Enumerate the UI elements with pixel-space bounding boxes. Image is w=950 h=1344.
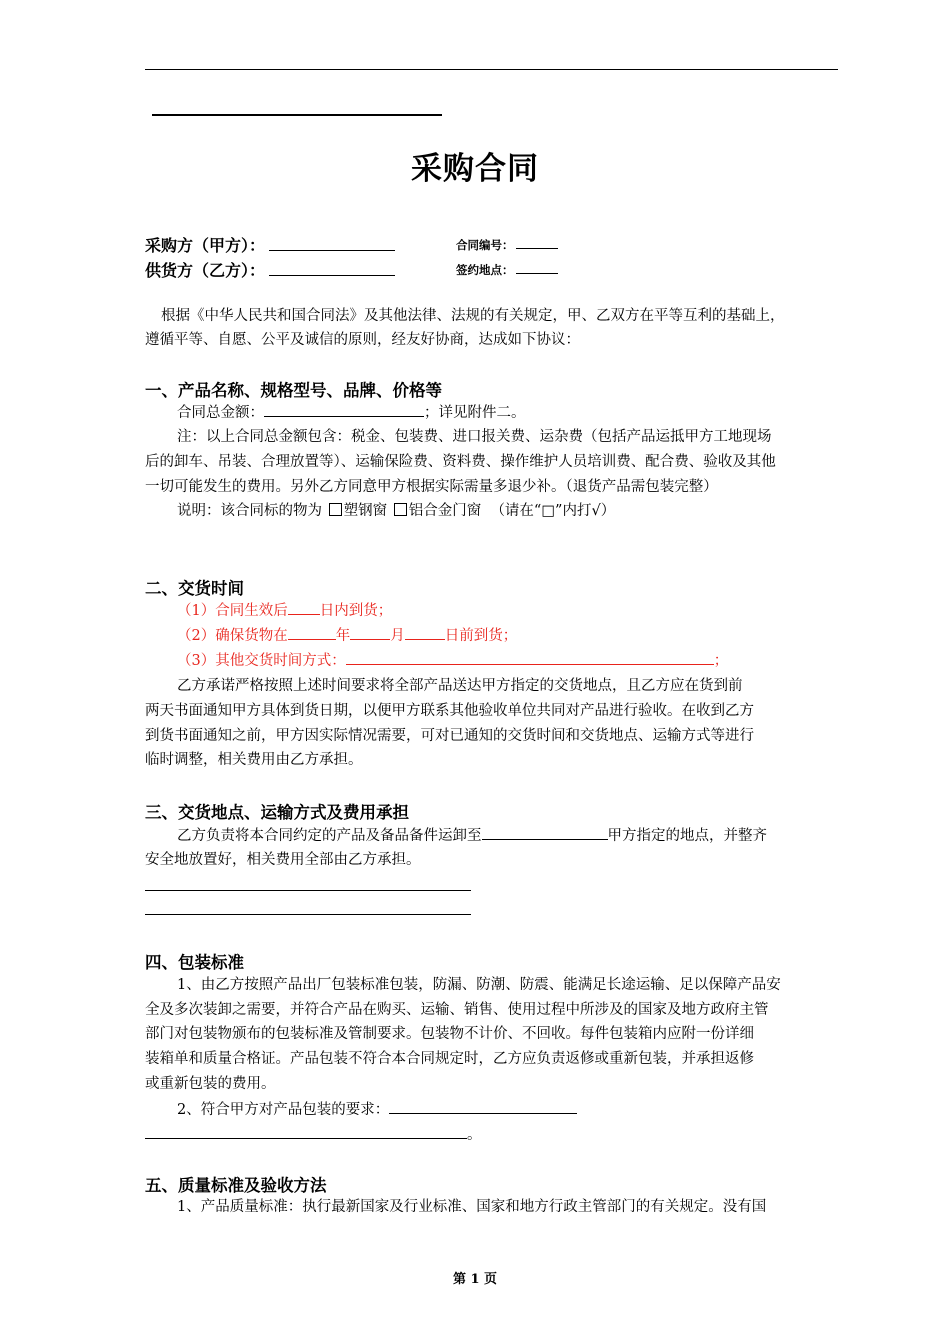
supplier-row: [145, 258, 395, 281]
fill-line[interactable]: [145, 914, 471, 915]
item-text: 月: [390, 628, 405, 644]
paragraph-line: 1、产品质量标准：执行最新国家及行业标准、国家和地方行政主管部门的有关规定。没有国: [177, 1199, 767, 1215]
total-amount-row: [177, 402, 526, 423]
desc-suffix: （请在“□”内打√）: [490, 503, 616, 519]
note-line: 一切可能发生的费用。另外乙方同意甲方根据实际需量多退少补。（退货产品需包装完整）: [145, 479, 718, 495]
item-text: 日前到货；: [444, 628, 518, 644]
section-heading: 五、质量标准及验收方法: [145, 1176, 327, 1195]
contract-no-row: [456, 237, 558, 253]
packaging-req-row-2: [145, 1124, 482, 1145]
header-rule: [145, 69, 838, 70]
item-text: 。: [467, 1127, 482, 1143]
note-line: 注：以上合同总金额包含：税金、包装费、进口报关费、运杂费（包括产品运抵甲方工地现场: [177, 429, 772, 445]
paragraph-line: 或重新包装的费用。: [145, 1076, 276, 1092]
option-label: 塑钢窗: [343, 503, 388, 519]
buyer-label: 采购方（甲方）：: [145, 236, 266, 255]
option-label: 铝合金门窗: [408, 503, 482, 519]
section-heading: 三、交货地点、运输方式及费用承担: [145, 803, 409, 822]
contract-no-label: 合同编号：: [456, 238, 514, 252]
page-number: 第 1 页: [452, 1272, 498, 1287]
contract-no-blank[interactable]: [516, 238, 558, 249]
buyer-blank[interactable]: [269, 235, 395, 251]
section-heading: 一、产品名称、规格型号、品牌、价格等: [145, 381, 442, 400]
item-text: （2）确保货物在: [177, 628, 288, 644]
paragraph-line: 安全地放置好，相关费用全部由乙方承担。: [145, 852, 421, 868]
item-text: ；: [713, 653, 729, 669]
total-suffix: ；详见附件二。: [424, 405, 526, 421]
supplier-label: 供货方（乙方）：: [145, 261, 266, 280]
intro-line: 遵循平等、自愿、公平及诚信的原则，经友好协商，达成如下协议：: [145, 332, 580, 348]
desc-row: [177, 501, 615, 521]
item-text: 甲方指定的地点，并整齐: [607, 828, 767, 844]
delivery-item-3: [177, 650, 728, 671]
sign-place-label: 签约地点：: [456, 263, 514, 277]
total-blank[interactable]: [264, 402, 424, 417]
item-text: （3）其他交货时间方式：: [177, 653, 346, 669]
paragraph-line: 两天书面通知甲方具体到货日期，以便甲方联系其他验收单位共同对产品进行验收。在收到乙方: [145, 703, 754, 719]
packaging-req-blank[interactable]: [389, 1099, 577, 1114]
item-text: （1）合同生效后: [177, 603, 288, 619]
paragraph-line: 乙方承诺严格按照上述时间要求将全部产品送达甲方指定的交货地点，且乙方应在货到前: [177, 678, 743, 694]
month-blank[interactable]: [350, 625, 390, 640]
delivery-item-2: [177, 625, 517, 646]
section-heading: 二、交货时间: [145, 579, 244, 598]
delivery-place-blank[interactable]: [482, 825, 608, 840]
document-title: 采购合同: [411, 151, 539, 187]
fill-line[interactable]: [145, 890, 471, 891]
buyer-row: [145, 233, 395, 256]
item-text: 年: [335, 628, 351, 644]
note-line: 后的卸车、吊装、合理放置等）、运输保险费、资料费、操作维护人员培训费、配合费、验收及其他: [145, 454, 776, 470]
days-blank[interactable]: [288, 600, 320, 615]
paragraph-line: 到货书面通知之前，甲方因实际情况需要，可对已通知的交货时间和交货地点、运输方式等进行: [145, 728, 754, 744]
checkbox-plastic-steel[interactable]: [329, 503, 342, 516]
year-blank[interactable]: [288, 625, 336, 640]
delivery-item-1: [177, 600, 392, 621]
item-text: 2、符合甲方对产品包装的要求：: [177, 1102, 390, 1118]
supplier-blank[interactable]: [269, 260, 395, 276]
packaging-req-row: [177, 1099, 577, 1120]
paragraph-line: 临时调整，相关费用由乙方承担。: [145, 752, 363, 768]
paragraph-line: [177, 825, 767, 846]
paragraph-line: 1、由乙方按照产品出厂包装标准包装，防漏、防潮、防震、能满足长途运输、足以保障产品安: [177, 977, 781, 993]
section-heading: 四、包装标准: [145, 953, 244, 972]
total-label: 合同总金额：: [177, 405, 264, 421]
desc-prefix: 说明：该合同标的物为: [177, 503, 322, 519]
item-text: 乙方负责将本合同约定的产品及备品备件运卸至: [177, 828, 482, 844]
paragraph-line: 全及多次装卸之需要，并符合产品在购买、运输、销售、使用过程中所涉及的国家及地方政府主管: [145, 1002, 769, 1018]
day-blank[interactable]: [405, 625, 445, 640]
item-text: 日内到货；: [319, 603, 393, 619]
packaging-req-blank-2[interactable]: [145, 1124, 467, 1139]
intro-line: 根据《中华人民共和国合同法》及其他法律、法规的有关规定，甲、乙双方在平等互利的基础上，: [161, 308, 785, 324]
checkbox-aluminum[interactable]: [394, 503, 407, 516]
project-name-line: [152, 114, 442, 116]
other-method-blank[interactable]: [346, 650, 714, 665]
sign-place-blank[interactable]: [516, 263, 558, 274]
paragraph-line: 装箱单和质量合格证。产品包装不符合本合同规定时，乙方应负责返修或重新包装，并承担返修: [145, 1051, 754, 1067]
sign-place-row: [456, 262, 558, 278]
paragraph-line: 部门对包装物颁布的包装标准及管制要求。包装物不计价、不回收。每件包装箱内应附一份详细: [145, 1026, 754, 1042]
